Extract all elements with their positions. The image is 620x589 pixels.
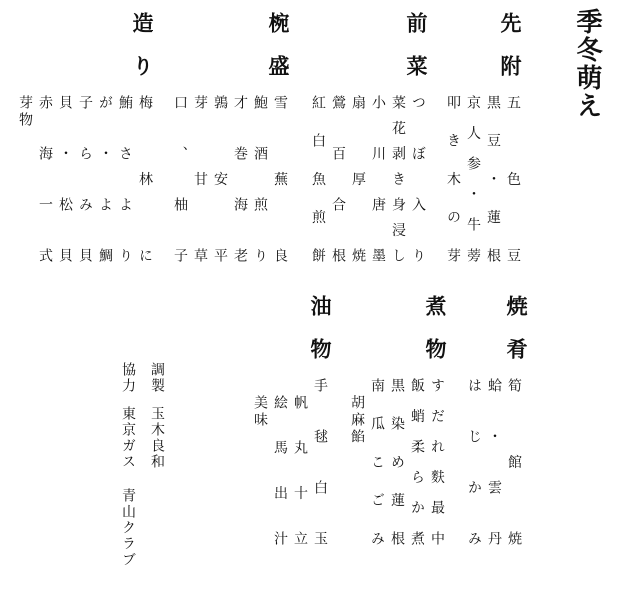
nimono-line: 黒染め蓮根 bbox=[389, 378, 405, 548]
heading-tsukuri: 造り bbox=[130, 12, 155, 98]
sakizuke-line: 叩き木の芽 bbox=[445, 95, 461, 265]
wanmori-line: 鮑酒煎り bbox=[252, 95, 268, 265]
wanmori-line: 口、柚子 bbox=[172, 95, 188, 265]
wanmori-line: 芽甘草 bbox=[192, 95, 208, 265]
zensai-line: つぼ入り bbox=[410, 95, 426, 265]
nimono-line: 南瓜こごみ bbox=[369, 378, 385, 548]
yakizakana-line: はじかみ bbox=[466, 378, 482, 548]
partner-name: 東京ガス 青山クラブ bbox=[120, 406, 136, 568]
wanmori-line: 雪蕪良 bbox=[272, 95, 288, 265]
aburamono-line: 帆丸十立 bbox=[292, 395, 308, 548]
zensai-line: 小川唐墨 bbox=[370, 95, 386, 265]
partner-credit bbox=[119, 362, 137, 568]
yakizakana-line: 筍館焼 bbox=[506, 378, 522, 548]
chef-label: 調製 bbox=[149, 362, 165, 394]
chef-name: 玉木良和 bbox=[149, 406, 165, 470]
partner-label: 協力 bbox=[120, 362, 136, 394]
tsukuri-line: 芽物 bbox=[17, 95, 33, 129]
heading-nimono: 煮物 bbox=[423, 295, 448, 381]
tsukuri-line: 鮪さより bbox=[117, 95, 133, 265]
heading-yakizakana: 焼肴 bbox=[504, 295, 529, 381]
menu-title: 季冬萌え bbox=[572, 8, 602, 120]
zensai-line: 菜花剥き身浸し bbox=[390, 95, 406, 265]
heading-aburamono: 油物 bbox=[308, 295, 333, 381]
tsukuri-line: 貝・松貝 bbox=[57, 95, 73, 265]
sakizuke-line: 京人参・牛蒡 bbox=[465, 95, 481, 265]
zensai-line: 扇厚焼 bbox=[350, 95, 366, 265]
nimono-line: 胡麻餡 bbox=[349, 395, 365, 446]
heading-sakizuke: 先附 bbox=[498, 12, 523, 98]
chef-credit bbox=[148, 362, 166, 470]
tsukuri-line: 子らみ貝 bbox=[77, 95, 93, 265]
heading-zensai: 前菜 bbox=[404, 12, 429, 98]
sakizuke-line: 黒豆・蓮根 bbox=[485, 95, 501, 265]
heading-wanmori: 椀盛 bbox=[266, 12, 291, 98]
wanmori-line: 才巻海老 bbox=[232, 95, 248, 265]
zensai-line: 鶯百合根 bbox=[330, 95, 346, 265]
aburamono-line: 絵馬出汁 bbox=[272, 395, 288, 548]
tsukuri-line: 赤海一式 bbox=[37, 95, 53, 265]
sakizuke-line: 五色豆 bbox=[505, 95, 521, 265]
aburamono-line: 美味 bbox=[252, 395, 268, 429]
aburamono-line: 手毬白玉 bbox=[312, 378, 328, 548]
tsukuri-line: 梅林に bbox=[137, 95, 153, 265]
tsukuri-line: が・よ鯛 bbox=[97, 95, 113, 265]
wanmori-line: 鶉安平 bbox=[212, 95, 228, 265]
zensai-line: 紅白魚煎餅 bbox=[310, 95, 326, 265]
nimono-line: 飯蛸柔らか煮 bbox=[409, 378, 425, 548]
nimono-line: すだれ麩最中 bbox=[429, 378, 445, 548]
yakizakana-line: 蛤・雲丹 bbox=[486, 378, 502, 548]
